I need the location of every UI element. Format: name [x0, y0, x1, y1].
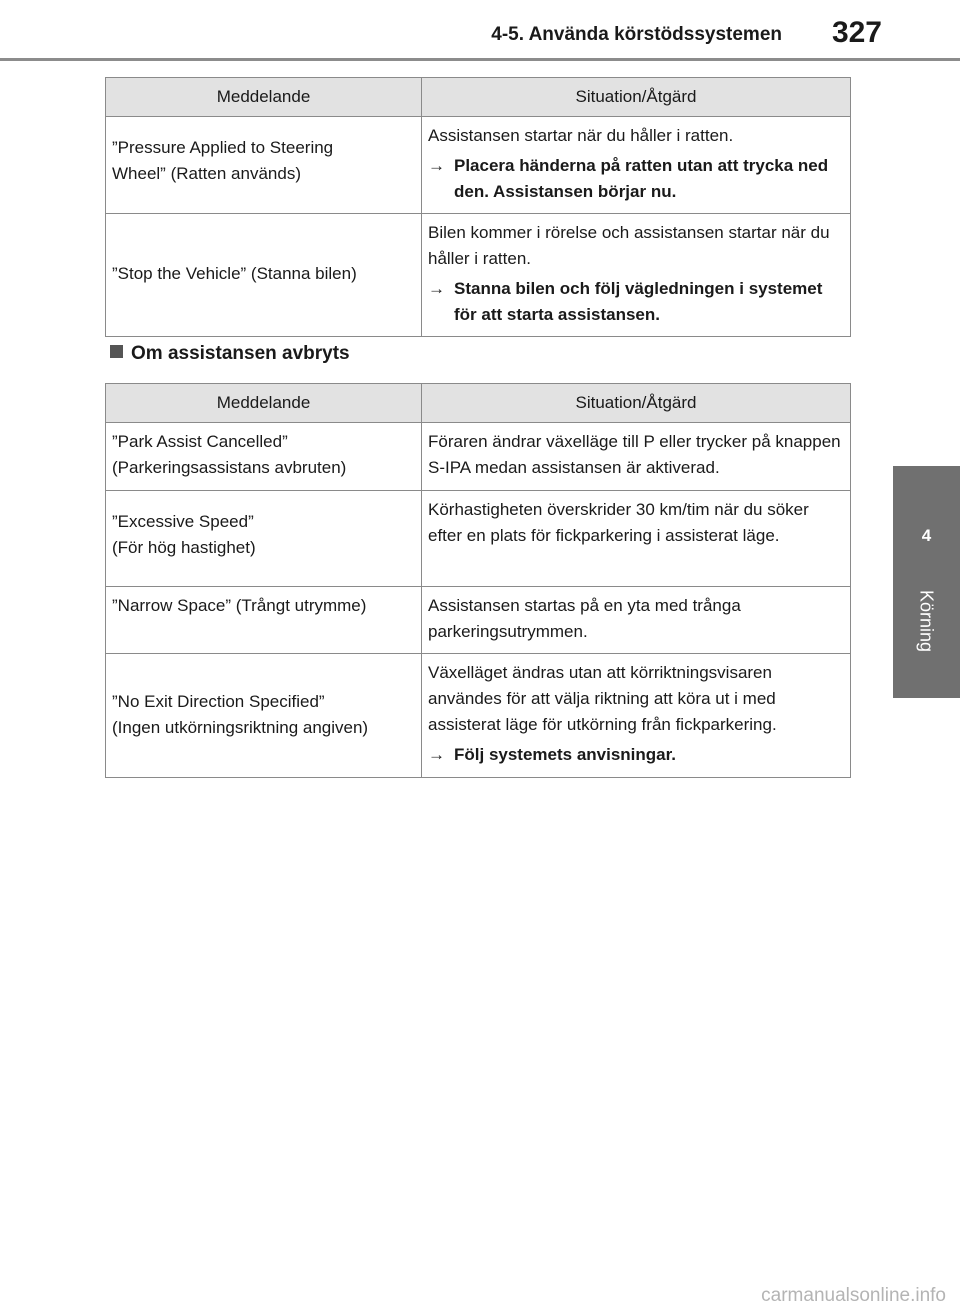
table-row [106, 491, 851, 587]
chapter-tab[interactable] [893, 466, 960, 698]
chapter-number: 4 [921, 526, 932, 545]
page-number: 327 [831, 16, 882, 49]
table-row [106, 587, 851, 654]
situation-text: Växelläget ändras utan att körriktningsvisaren användes för att välja riktning att köra ut i med assisterat läge för utkörning från fickparkering. [428, 663, 777, 734]
table-header-row [106, 384, 851, 423]
section-title: 4-5. Använda körstödssystemen [491, 24, 782, 45]
section-heading-text: Om assistansen avbryts [131, 343, 350, 364]
message-text: (Ingen utkörningsriktning angiven) [112, 717, 369, 737]
header-divider [0, 58, 960, 61]
message-table-start [105, 77, 851, 337]
situation-text: Föraren ändrar växelläge till P eller trycker på knappen S-IPA medan assistansen är aktiverad. [428, 432, 841, 477]
square-bullet-icon [110, 345, 123, 358]
table-row [106, 423, 851, 491]
message-text: ”Narrow Space” (Trångt utrymme) [112, 596, 367, 615]
message-text: ”Pressure Applied to Steering [112, 138, 334, 157]
message-cell [106, 117, 422, 214]
action-text: Följ systemets anvisningar. [454, 745, 677, 764]
message-text: (Parkeringsassistans avbruten) [112, 458, 347, 477]
table-header-row [106, 78, 851, 117]
message-cell [106, 423, 422, 491]
situation-cell [422, 654, 851, 778]
situation-text: Körhastigheten överskrider 30 km/tim när du söker efter en plats för fickparkering i assisterat läge. [428, 500, 809, 545]
situation-cell [422, 117, 851, 214]
situation-cell [422, 214, 851, 337]
message-text: (För hög hastighet) [112, 538, 256, 557]
message-text: ”Excessive Speed” [112, 512, 254, 531]
message-cell [106, 491, 422, 587]
arrow-icon: → [428, 279, 445, 298]
table-row [106, 654, 851, 778]
table-row [106, 214, 851, 337]
message-text: ”Stop the Vehicle” (Stanna bilen) [112, 264, 357, 283]
message-cell [106, 654, 422, 778]
situation-text: Assistansen startas på en yta med trånga parkeringsutrymmen. [428, 596, 741, 641]
message-text: ”No Exit Direction Specified” [112, 691, 325, 711]
situation-text: Assistansen startar när du håller i ratten. [428, 126, 734, 145]
section-heading [110, 343, 350, 365]
column-header-situation: Situation/Åtgärd [422, 78, 851, 117]
chapter-name: Körning [916, 589, 937, 653]
action-text: Stanna bilen och följ vägledningen i systemet för att starta assistansen. [454, 279, 823, 324]
column-header-message: Meddelande [106, 384, 422, 423]
situation-cell [422, 423, 851, 491]
message-text: Wheel” (Ratten används) [112, 164, 301, 183]
action-instruction [428, 742, 844, 768]
action-instruction [428, 276, 844, 328]
message-cell [106, 587, 422, 654]
arrow-icon: → [428, 745, 445, 764]
message-text: ”Park Assist Cancelled” [112, 432, 288, 451]
watermark: carmanualsonline.info [761, 1285, 946, 1306]
message-cell [106, 214, 422, 337]
arrow-icon: → [428, 156, 445, 175]
situation-cell [422, 491, 851, 587]
column-header-situation: Situation/Åtgärd [422, 384, 851, 423]
situation-cell [422, 587, 851, 654]
column-header-message: Meddelande [106, 78, 422, 117]
situation-text: Bilen kommer i rörelse och assistansen startar när du håller i ratten. [428, 223, 830, 268]
table-row [106, 117, 851, 214]
message-table-cancelled [105, 383, 851, 778]
action-text: Placera händerna på ratten utan att trycka ned den. Assistansen börjar nu. [454, 156, 829, 201]
action-instruction [428, 153, 844, 205]
